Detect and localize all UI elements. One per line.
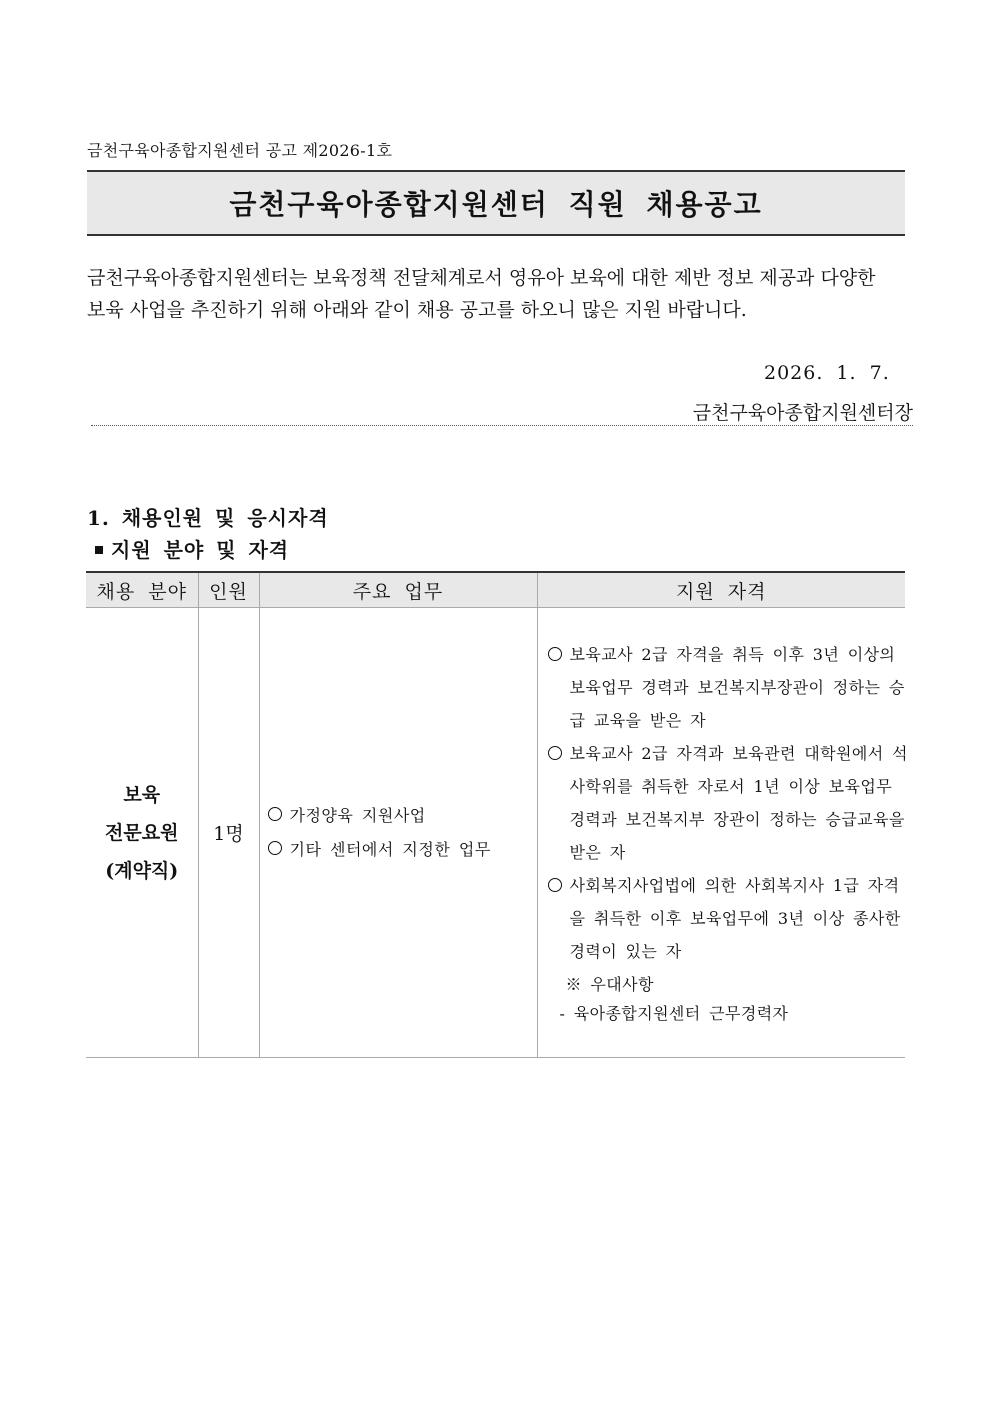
duty-text: 가정양육 지원사업 [289, 805, 426, 825]
qualification-text: 사회복지사업법에 의한 사회복지사 1급 자격 [569, 876, 900, 895]
page-title: 금천구육아종합지원센터 직원 채용공고 [229, 188, 763, 221]
intro-line: 보육 사업을 추진하기 위해 아래와 같이 채용 공고를 하오니 많은 지원 바랍니다. [87, 299, 747, 321]
duties-cell [259, 608, 537, 1058]
qualification-text: 보육교사 2급 자격을 취득 이후 3년 이상의 [569, 645, 896, 664]
preference-item: - 육아종합지원센터 근무경력자 [559, 1004, 789, 1023]
qualification-line [548, 869, 906, 902]
qualification-line: 을 취득한 이후 보육업무에 3년 이상 종사한 [569, 909, 901, 928]
qualifications-cell [537, 608, 908, 1058]
subsection-heading-label: 지원 분야 및 자격 [111, 538, 290, 562]
field-cell [86, 608, 198, 1058]
qualification-line: 받은 자 [569, 843, 626, 862]
intro-paragraph [87, 262, 907, 326]
table-row [86, 608, 905, 1058]
dotted-divider [91, 425, 913, 426]
square-bullet-icon [95, 546, 103, 554]
circle-bullet-icon [548, 878, 562, 892]
qualification-line: 사학위를 취득한 자로서 1년 이상 보육업무 [569, 777, 893, 796]
duty-text: 기타 센터에서 지정한 업무 [289, 839, 491, 859]
field-line: 보육 [123, 783, 161, 806]
header-field: 채용 분야 [86, 572, 198, 608]
circle-bullet-icon [268, 807, 282, 821]
recruitment-table [86, 571, 908, 1058]
qualification-text: 보육교사 2급 자격과 보육관련 대학원에서 석 [569, 744, 908, 763]
qualification-line: 경력이 있는 자 [569, 942, 682, 961]
duty-item [260, 799, 537, 833]
table-header-row [86, 572, 905, 608]
header-qualifications: 지원 자격 [537, 572, 905, 608]
header-count: 인원 [198, 572, 259, 608]
qualification-line [548, 638, 906, 671]
announcement-date: 2026. 1. 7. [764, 362, 890, 384]
field-line: (계약직) [105, 859, 179, 882]
preference-label: ※ 우대사항 [565, 975, 654, 994]
duty-item [260, 833, 537, 867]
notice-number: 금천구육아종합지원센터 공고 제2026-1호 [87, 141, 393, 160]
circle-bullet-icon [548, 746, 562, 760]
subsection-heading [95, 534, 289, 563]
section-heading: 1. 채용인원 및 응시자격 [87, 506, 329, 530]
title-banner [87, 170, 905, 236]
intro-line: 금천구육아종합지원센터는 보육정책 전달체계로서 영유아 보육에 대한 제반 정보 제공과 다양한 [87, 267, 876, 289]
circle-bullet-icon [548, 647, 562, 661]
qualification-line: 보육업무 경력과 보건복지부장관이 정하는 승 [569, 678, 905, 697]
header-duties: 주요 업무 [259, 572, 537, 608]
count-cell: 1명 [198, 608, 259, 1058]
circle-bullet-icon [268, 841, 282, 855]
field-line: 전문요원 [105, 821, 179, 844]
qualification-line: 경력과 보건복지부 장관이 정하는 승급교육을 [569, 810, 905, 829]
qualification-line: 급 교육을 받은 자 [569, 711, 706, 730]
qualification-line [548, 737, 906, 770]
signer: 금천구육아종합지원센터장 [692, 402, 913, 424]
